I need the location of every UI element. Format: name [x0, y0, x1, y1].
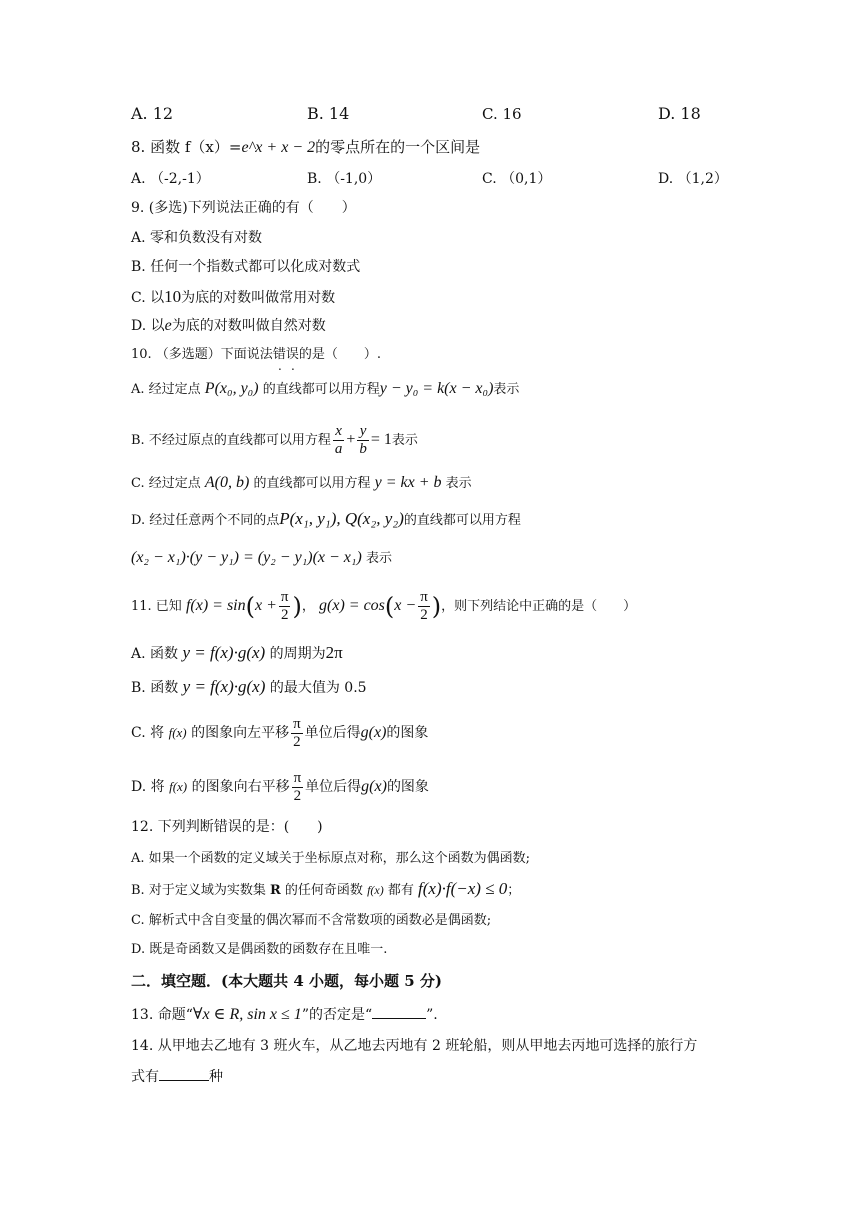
section-heading-fill-in: 二．填空题．(本大题共 4 小题，每小题 5 分): [131, 972, 442, 990]
q10-b-equals: = 1: [370, 431, 392, 448]
q11-a-equation: y = f(x)·g(x): [182, 643, 266, 662]
q9-c-suffix: 为底的对数叫做常用对数: [181, 290, 336, 306]
q10-option-b: B. 不经过原点的直线都可以用方程 $\frac{x}{a}$ + $\frac{y}{b}$ = 1表示: [131, 423, 418, 457]
q8-option-b: B. （-1,0）: [307, 171, 382, 187]
q13-prefix: 13. 命题“: [131, 1007, 193, 1023]
q12-b-suffix: ；: [507, 883, 521, 898]
q10-stem: [131, 345, 381, 365]
q12-b-inequality: f(x)·f(−x) ≤ 0: [418, 879, 508, 898]
q11-g-frac: [418, 589, 430, 624]
q12-option-b: [131, 879, 520, 901]
q10-c-prefix: C. 经过定点: [131, 476, 201, 491]
q10-option-c: [131, 473, 472, 494]
q10-emphasis-1: 错: [272, 347, 286, 362]
q11-c-frac: [291, 716, 303, 751]
q11-f-def: f(x) = sin: [185, 597, 246, 614]
q11-a-value: 2π: [325, 643, 343, 662]
q10-option-d: [131, 509, 521, 531]
q11-option-b: [131, 677, 367, 698]
q10-d-points: P(x₁, y₁), Q(x₂, y₂): [279, 509, 404, 528]
q11-g-two: 2: [420, 607, 428, 623]
q10-stem-suffix: 的是（ ）.: [298, 347, 381, 362]
q13-mid: ”的否定是“: [301, 1007, 373, 1023]
q8-option-d: D. （1,2）: [658, 171, 728, 187]
q10-d-end: 表示: [365, 551, 392, 566]
q11-f-two: 2: [280, 607, 289, 623]
q10-d-suffix: 的直线都可以用方程: [403, 513, 521, 528]
q8-expression: e^x + x − 2: [241, 139, 316, 156]
q13-answer-blank[interactable]: [372, 1004, 426, 1019]
q8-suffix: 的零点所在的一个区间是: [315, 138, 481, 156]
q11-d-f: f(x): [169, 779, 188, 794]
q11-f-arg: x +: [255, 597, 277, 614]
q10-b-num-x: x: [333, 423, 345, 441]
q7-option-d: D. 18: [658, 104, 701, 123]
q11-c-prefix: C. 将: [131, 725, 165, 741]
q12-stem: 12. 下列判断错误的是：( ): [131, 819, 323, 835]
q11-c-two: 2: [293, 733, 301, 750]
q11-c-suffix: 单位后得: [304, 725, 361, 741]
q11-c-g: g(x): [360, 724, 387, 741]
q9-d-prefix: D. 以: [131, 318, 165, 334]
q8-stem: [131, 137, 480, 158]
q11-c-pi: π: [293, 715, 301, 732]
q14-answer-blank[interactable]: [159, 1066, 209, 1081]
q8-option-c: C. （0,1）: [482, 171, 552, 187]
q11-stem: 11. 已知 f(x) = sin(x + $\frac{\pi}{2}$ )， g(x) = cos(x − $\frac{\pi}{2}$ )，则下列结论中正确的是（ ）: [131, 589, 637, 623]
q11-option-d: [131, 767, 429, 807]
q10-c-point: A(0, b): [204, 474, 250, 491]
q11-d-end: 的图象: [386, 779, 429, 795]
q9-option-b: B. 任何一个指数式都可以化成对数式: [131, 259, 361, 275]
q12-b-real-set: R: [269, 883, 281, 898]
q9-option-a: A. 零和负数没有对数: [131, 230, 263, 246]
q9-option-d: [131, 316, 326, 336]
q10-option-a: [131, 379, 519, 400]
q10-d-prefix: D. 经过任意两个不同的点: [131, 513, 280, 528]
q12-option-c: C. 解析式中含自变量的偶次幂而不含常数项的函数必是偶函数;: [131, 913, 492, 928]
q13: [131, 1004, 438, 1025]
q11-d-frac: [292, 770, 304, 805]
q11-b-suffix: 的最大值为 0.5: [269, 680, 367, 696]
q10-a-suffix: 表示: [493, 382, 520, 397]
q11-a-mid: 的周期为: [269, 646, 326, 662]
q11-f-pi: π: [280, 589, 289, 605]
q10-b-suffix: 表示: [391, 433, 418, 448]
q9-c-prefix: C. 以: [131, 290, 165, 306]
q9-c-number: 10: [164, 287, 182, 306]
q14-suffix: 种: [209, 1069, 223, 1085]
q10-b-prefix: B. 不经过原点的直线都可以用方程: [131, 433, 331, 448]
q10-a-prefix: A. 经过定点: [131, 382, 201, 397]
q12-b-prefix: B. 对于定义域为实数集: [131, 883, 266, 898]
q11-suffix: ，则下列结论中正确的是（ ）: [441, 599, 637, 614]
q13-suffix: ”.: [426, 1007, 438, 1023]
q12-b-f: f(x): [367, 883, 384, 897]
q10-option-d-equation-line: [131, 548, 392, 569]
q7-option-a: A. 12: [131, 104, 174, 123]
q9-stem: 9. (多选)下列说法正确的有（ ）: [131, 200, 356, 216]
q11-g-def: g(x) = cos: [319, 597, 385, 614]
q14-line1: 14. 从甲地去乙地有 3 班火车，从乙地去丙地有 2 班轮船，则从甲地去丙地可选择的旅行方: [131, 1038, 698, 1054]
q11-d-suffix: 单位后得: [305, 779, 362, 795]
q10-c-mid: 的直线都可以用方程: [253, 476, 371, 491]
q11-option-a: [131, 643, 343, 664]
q12-b-mid: 的任何奇函数: [284, 883, 363, 898]
q11-g-arg: x −: [394, 597, 417, 614]
q11-separator: ，: [301, 599, 315, 614]
q14-line2: [131, 1066, 223, 1087]
q11-b-prefix: B. 函数: [131, 680, 179, 696]
q12-option-a: A. 如果一个函数的定义域关于坐标原点对称，那么这个函数为偶函数;: [131, 851, 531, 866]
q12-b-mid2: 都有: [387, 883, 414, 898]
q10-c-suffix: 表示: [445, 476, 472, 491]
q10-b-num-y: y: [357, 423, 369, 441]
q11-f-frac: [279, 589, 291, 624]
q10-a-equation: y − y₀ = k(x − x₀): [379, 380, 494, 397]
q10-b-frac-y: [357, 423, 369, 458]
q10-emphasis-2: 误: [285, 347, 299, 362]
q10-b-frac-x: [333, 423, 345, 458]
q11-c-f: f(x): [168, 725, 187, 740]
q11-d-prefix: D. 将: [131, 779, 165, 795]
q11-c-end: 的图象: [386, 725, 429, 741]
q11-c-mid: 的图象向左平移: [191, 725, 290, 741]
q9-d-suffix: 为底的对数叫做自然对数: [171, 318, 326, 334]
q7-option-b: B. 14: [307, 104, 350, 123]
q10-b-den-a: a: [334, 441, 343, 457]
q12-option-d: D. 既是奇函数又是偶函数的函数存在且唯一.: [131, 942, 388, 957]
q11-g-pi: π: [420, 589, 428, 605]
q8-prefix: 8. 函数 f（x）=: [131, 138, 242, 156]
q10-d-equation: (x₂ − x₁)·(y − y₁) = (y₂ − y₁)(x − x₁): [131, 549, 362, 566]
q11-d-pi: π: [293, 769, 302, 786]
q9-option-c: [131, 287, 335, 308]
q7-option-c: C. 16: [482, 105, 522, 123]
q11-a-prefix: A. 函数: [131, 646, 179, 662]
q10-stem-prefix: 10. （多选题）下面说法: [131, 347, 273, 362]
q14-prefix: 式有: [131, 1069, 159, 1085]
q10-a-mid: 的直线都可以用方程: [262, 382, 380, 397]
q11-b-equation: y = f(x)·g(x): [182, 677, 266, 696]
q11-d-two: 2: [293, 787, 302, 804]
q11-d-g: g(x): [361, 778, 387, 795]
q11-d-mid: 的图象向右平移: [191, 779, 290, 795]
q9-d-variable: e: [164, 317, 172, 334]
q13-proposition: ∀x ∈ R, sin x ≤ 1: [192, 1006, 302, 1023]
q11-prefix: 11. 已知: [131, 599, 182, 614]
q10-b-den-b: b: [359, 441, 367, 457]
q10-c-equation: y = kx + b: [374, 474, 442, 491]
q11-option-c: [131, 713, 428, 753]
q10-a-point: P(x₀, y₀): [204, 380, 259, 397]
q8-option-a: A. （-2,-1）: [131, 171, 210, 187]
